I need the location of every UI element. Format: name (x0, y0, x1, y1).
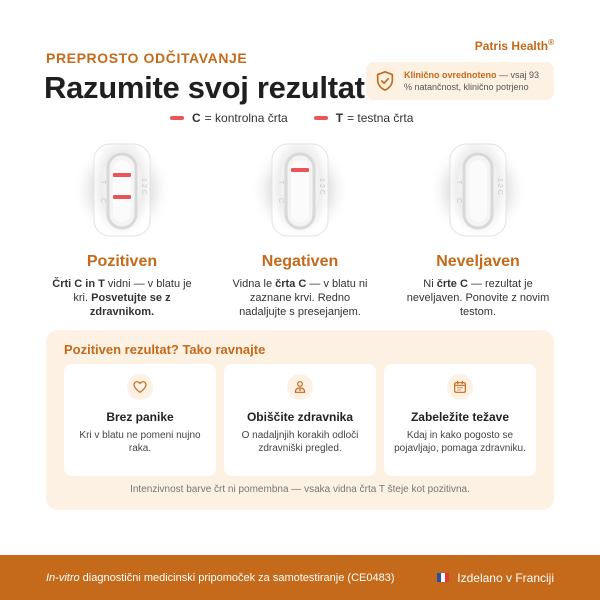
doctor-icon (292, 379, 308, 395)
legend-label: = kontrolna črta (204, 111, 288, 125)
brand-name: Patris Health (474, 39, 549, 53)
card-icon-wrap (127, 374, 153, 400)
result-desc-strong: črta C (275, 278, 307, 290)
heart-icon (132, 379, 148, 395)
cassette-label-c: C (99, 198, 106, 204)
cassette-label-t: T (277, 180, 284, 185)
card-log-symptoms (384, 364, 536, 476)
card-icon-wrap (447, 374, 473, 400)
card-icon-wrap (287, 374, 313, 400)
result-name: Pozitiven (86, 253, 158, 270)
result-desc (403, 277, 553, 319)
result-desc (225, 277, 375, 319)
legend-label: = testna črta (347, 111, 414, 125)
result-line-c (113, 173, 131, 177)
result-desc-text: Ni (423, 278, 437, 290)
cassette-label-t: T (99, 180, 106, 185)
test-result-1 (220, 140, 380, 319)
test-cassette-image (250, 140, 350, 240)
page-title: Razumite svoj rezultat (44, 70, 365, 105)
card-visit-doctor (224, 364, 376, 476)
card-desc: Kdaj in kako pogosto se pojavljajo, pomaga zdravniku. (394, 430, 526, 454)
result-name: Negativen (261, 253, 339, 270)
test-cassette-image (72, 140, 172, 240)
cassette-numbers: 1 2 C (140, 178, 147, 195)
calendar-icon (452, 379, 468, 395)
result-line-t (113, 195, 131, 199)
card-no-panic (64, 364, 216, 476)
legend-key: T (335, 111, 344, 125)
shield-check-icon (374, 70, 396, 92)
cassette-numbers: 1 2 C (318, 178, 325, 195)
card-desc: Kri v blatu ne pomeni nujno raka. (79, 430, 201, 454)
eyebrow: PREPROSTO ODČITAVANJE (46, 50, 248, 66)
test-result-0 (42, 140, 202, 319)
legend-swatch (170, 116, 184, 120)
clinical-badge (366, 62, 554, 100)
test-results (0, 130, 600, 330)
legend-item-c (170, 111, 288, 125)
footer-text: diagnostični medicinski pripomoček za samotestiranje (CE0483) (79, 571, 395, 584)
legend-key: C (192, 111, 201, 125)
cassette-label-c: C (455, 198, 462, 204)
made-in (437, 571, 554, 585)
result-desc-text: — v blatu ni zaznane krvi. Redno nadaljujte s presejanjem. (239, 278, 368, 318)
result-desc-strong: Črti C in T (52, 278, 105, 290)
made-in-label: Izdelano v Franciji (457, 570, 554, 585)
footer-disclaimer (46, 572, 395, 584)
card-title: Zabeležite težave (410, 410, 510, 424)
footer-italic: In-vitro (46, 571, 80, 584)
card-title: Brez panike (106, 410, 174, 424)
cassette-numbers: 1 2 C (496, 178, 503, 195)
result-desc-text: Vidna le (232, 278, 276, 290)
cassette-label-t: T (455, 180, 462, 185)
result-desc-text: — rezultat je neveljaven. Ponovite z novim testom. (406, 278, 550, 318)
badge-rest: — vsaj 93 % natančnost, klinično potrjeno (404, 70, 540, 92)
footer (0, 555, 600, 600)
brand-logo (475, 38, 554, 53)
result-desc-strong: črte C (436, 278, 468, 290)
legend-swatch (314, 116, 328, 120)
result-line-c (291, 168, 309, 172)
test-cassette-image (428, 140, 528, 240)
result-desc (47, 277, 197, 319)
card-desc: O nadaljnjih korakih odloči zdravniški pregled. (241, 430, 359, 454)
test-result-2 (398, 140, 558, 319)
line-legend (170, 111, 413, 125)
card-title: Obiščite zdravnika (246, 410, 354, 424)
result-desc-text: vidni — v blatu je kri. (73, 278, 192, 304)
brand-mark: ® (548, 38, 554, 47)
panel-title: Pozitiven rezultat? Tako ravnajte (64, 342, 266, 357)
next-steps-panel (46, 330, 554, 510)
badge-strong: Klinično ovrednoteno (404, 70, 497, 80)
panel-note: Intenzivnost barve črt ni pomembna — vsaka vidna črta T šteje kot pozitivna. (130, 484, 470, 495)
result-name: Neveljaven (436, 253, 520, 270)
legend-item-t (314, 111, 414, 125)
france-flag-icon (437, 573, 449, 582)
result-desc-strong: Posvetujte se z zdravnikom. (89, 292, 171, 318)
badge-text (404, 69, 546, 93)
cassette-label-c: C (277, 198, 284, 204)
